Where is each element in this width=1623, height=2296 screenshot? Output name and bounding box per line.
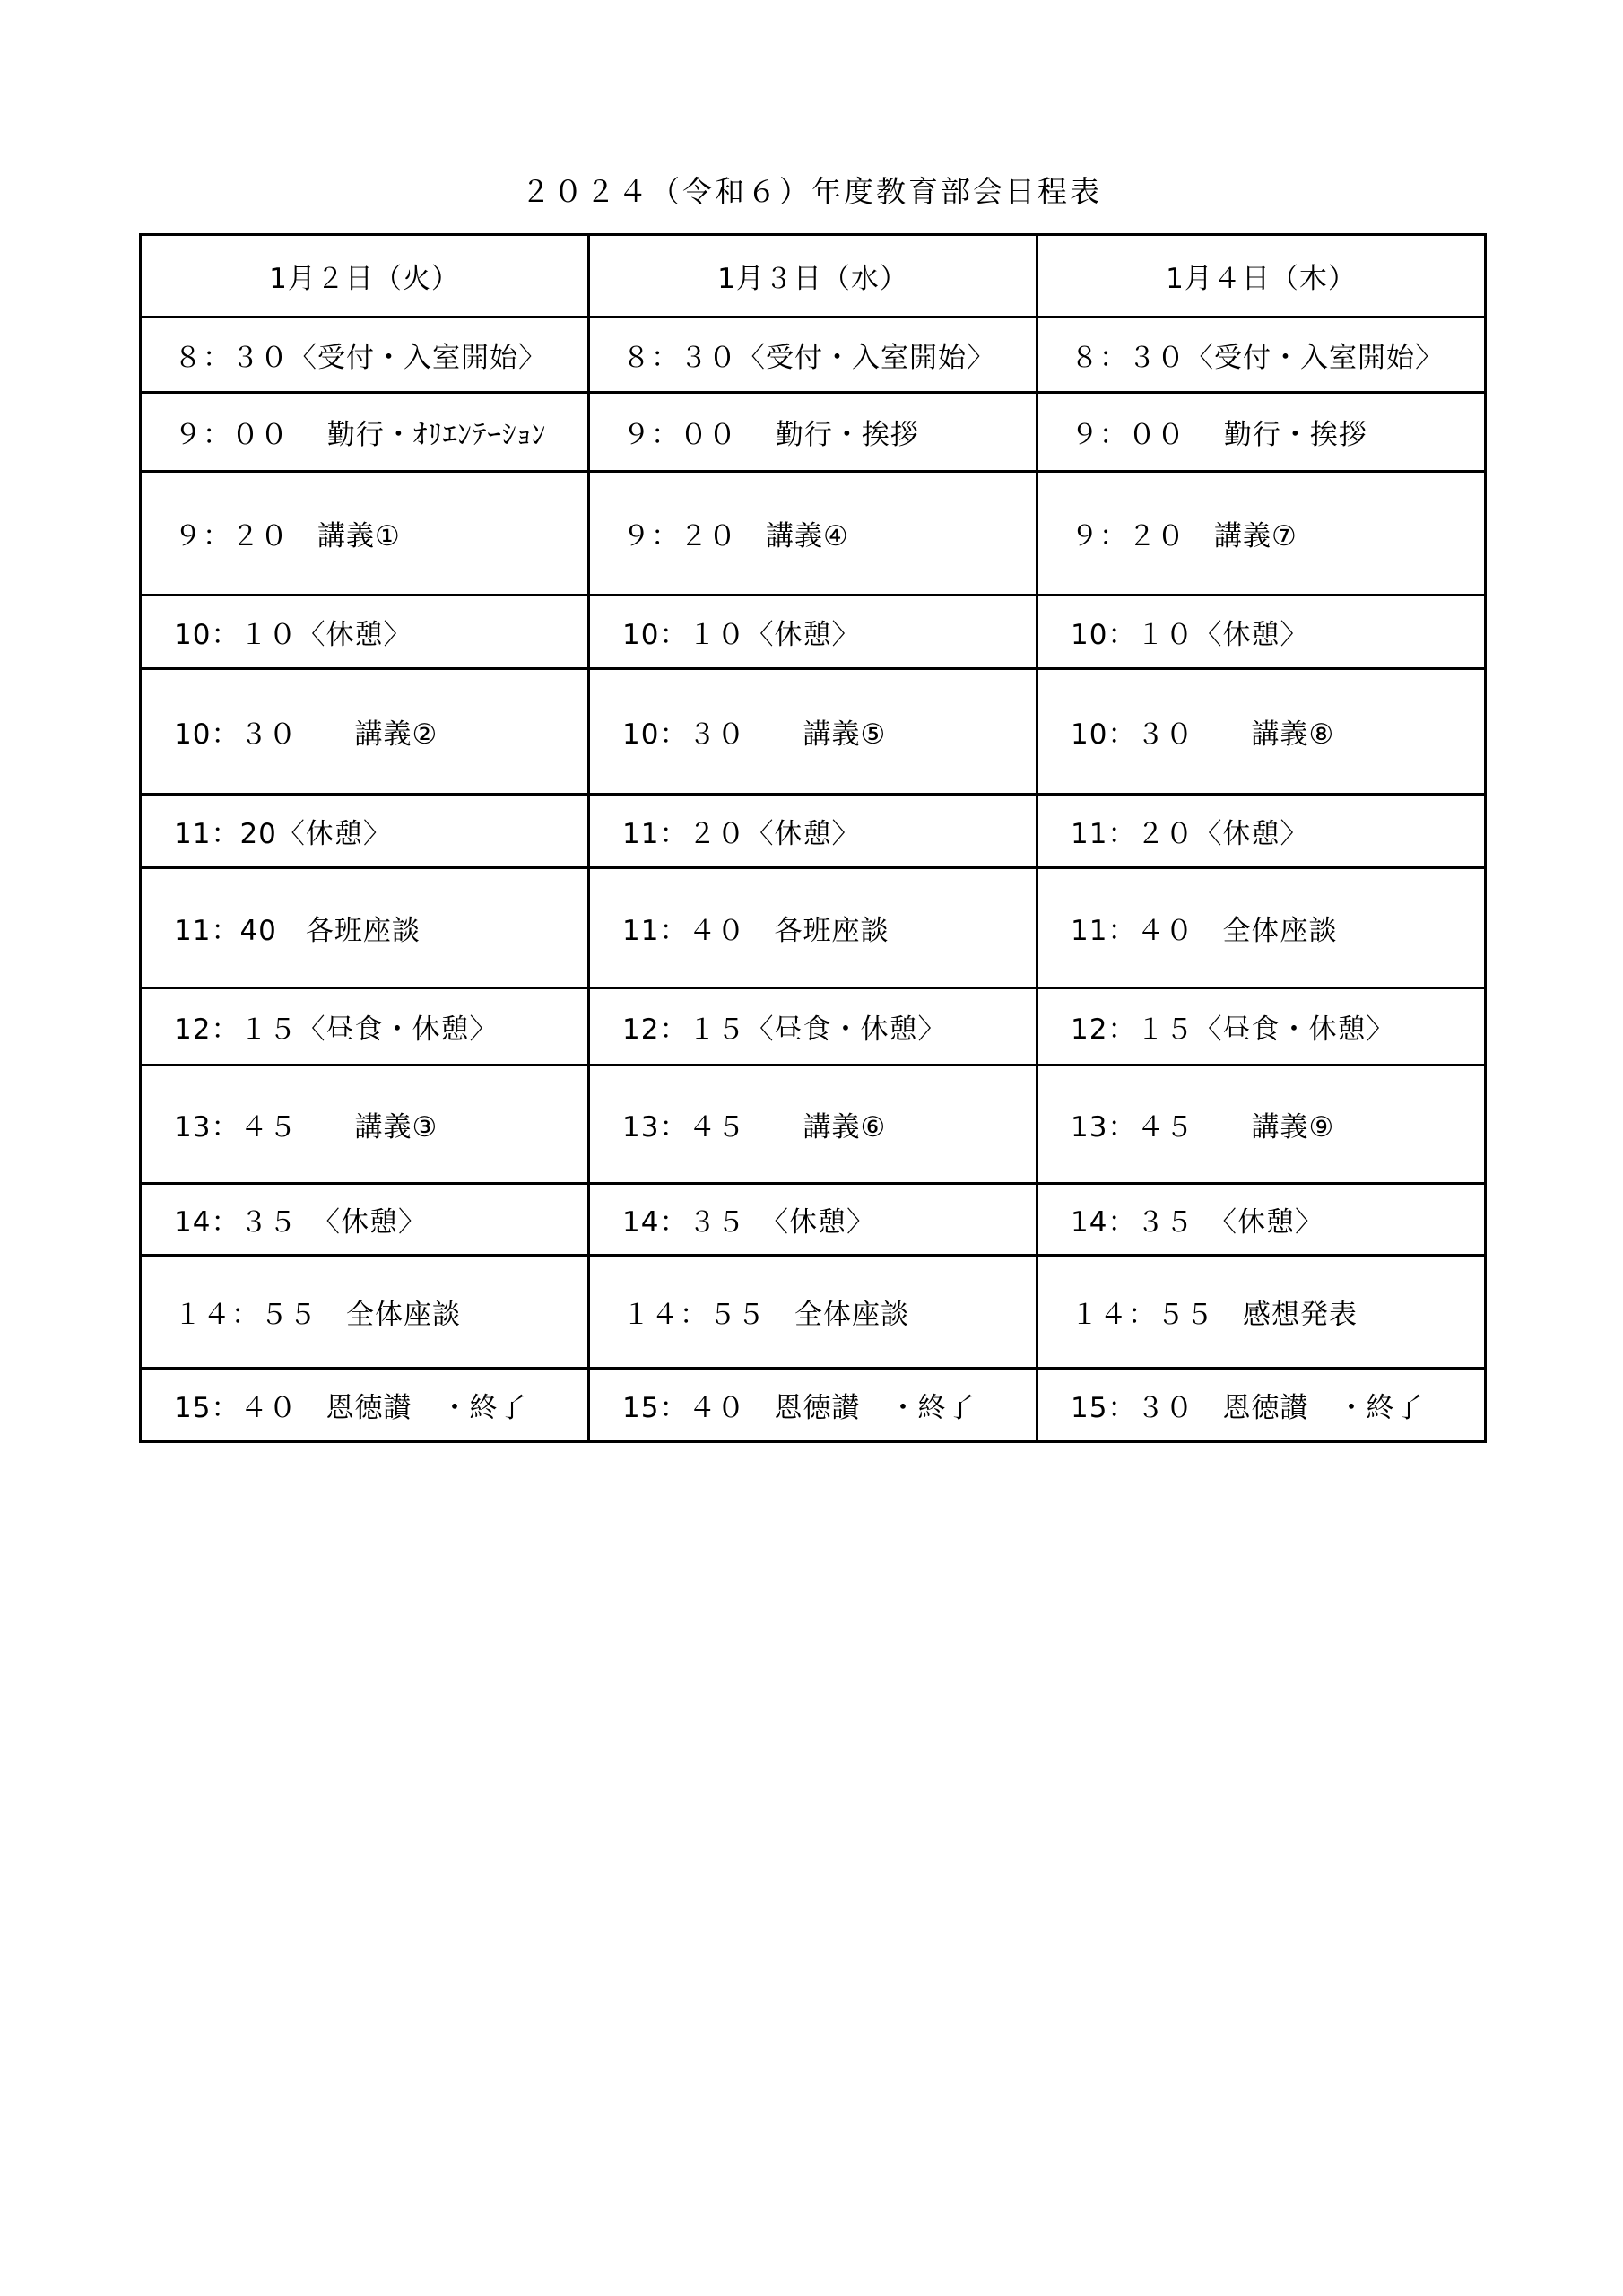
schedule-cell: 10：３０ 講義② xyxy=(141,669,589,795)
table-row xyxy=(141,1184,1486,1256)
day-header: 1月４日（木） xyxy=(1037,235,1486,317)
schedule-cell: 13：４５ 講義⑨ xyxy=(1037,1065,1486,1184)
schedule-cell: 12：１５〈昼食・休憩〉 xyxy=(1037,988,1486,1065)
schedule-cell: 10：３０ 講義⑧ xyxy=(1037,669,1486,795)
table-row xyxy=(141,596,1486,669)
schedule-cell: ９：２０ 講義⑦ xyxy=(1037,472,1486,596)
table-row xyxy=(141,795,1486,868)
schedule-cell: ９：００ 勤行・ｵﾘｴﾝﾃｰｼｮﾝ xyxy=(141,393,589,472)
table-row xyxy=(141,669,1486,795)
day-header: 1月２日（火） xyxy=(141,235,589,317)
schedule-cell: ９：００ 勤行・挨拶 xyxy=(1037,393,1486,472)
schedule-cell: ８：３０〈受付・入室開始〉 xyxy=(141,317,589,393)
schedule-cell: ９：００ 勤行・挨拶 xyxy=(589,393,1037,472)
table-row xyxy=(141,472,1486,596)
schedule-cell: ９：２０ 講義④ xyxy=(589,472,1037,596)
table-row xyxy=(141,317,1486,393)
page-title: ２０２４（令和６）年度教育部会日程表 xyxy=(521,174,1102,209)
table-row xyxy=(141,1256,1486,1369)
schedule-cell: 13：４５ 講義③ xyxy=(141,1065,589,1184)
schedule-cell: ８：３０〈受付・入室開始〉 xyxy=(589,317,1037,393)
header-row xyxy=(141,235,1486,317)
schedule-cell: １４：５５ 全体座談 xyxy=(589,1256,1037,1369)
schedule-cell: 11：20〈休憩〉 xyxy=(141,795,589,868)
schedule-cell: 11：２０〈休憩〉 xyxy=(1037,795,1486,868)
schedule-cell: 10：３０ 講義⑤ xyxy=(589,669,1037,795)
table-row xyxy=(141,1065,1486,1184)
schedule-cell: １４：５５ 全体座談 xyxy=(141,1256,589,1369)
schedule-cell: 11：２０〈休憩〉 xyxy=(589,795,1037,868)
schedule-cell: 10：１０〈休憩〉 xyxy=(589,596,1037,669)
day-header: 1月３日（水） xyxy=(589,235,1037,317)
table-row xyxy=(141,393,1486,472)
schedule-cell: 11：40 各班座談 xyxy=(141,868,589,988)
table-row xyxy=(141,868,1486,988)
schedule-cell: 11：４０ 各班座談 xyxy=(589,868,1037,988)
schedule-cell: 11：４０ 全体座談 xyxy=(1037,868,1486,988)
schedule-cell: 15：３０ 恩徳讃 ・終了 xyxy=(1037,1369,1486,1442)
schedule-cell: 12：１５〈昼食・休憩〉 xyxy=(141,988,589,1065)
table-row xyxy=(141,988,1486,1065)
schedule-cell: 10：１０〈休憩〉 xyxy=(141,596,589,669)
schedule-cell: 14：３５ 〈休憩〉 xyxy=(589,1184,1037,1256)
schedule-cell: 14：３５ 〈休憩〉 xyxy=(141,1184,589,1256)
table-row xyxy=(141,1369,1486,1442)
schedule-cell: 12：１５〈昼食・休憩〉 xyxy=(589,988,1037,1065)
schedule-cell: 15：４０ 恩徳讃 ・終了 xyxy=(141,1369,589,1442)
schedule-cell: ９：２０ 講義① xyxy=(141,472,589,596)
schedule-cell: 14：３５ 〈休憩〉 xyxy=(1037,1184,1486,1256)
schedule-cell: 10：１０〈休憩〉 xyxy=(1037,596,1486,669)
schedule-cell: ８：３０〈受付・入室開始〉 xyxy=(1037,317,1486,393)
schedule-cell: １４：５５ 感想発表 xyxy=(1037,1256,1486,1369)
schedule-table xyxy=(139,233,1487,1443)
schedule-cell: 13：４５ 講義⑥ xyxy=(589,1065,1037,1184)
schedule-cell: 15：４０ 恩徳讃 ・終了 xyxy=(589,1369,1037,1442)
